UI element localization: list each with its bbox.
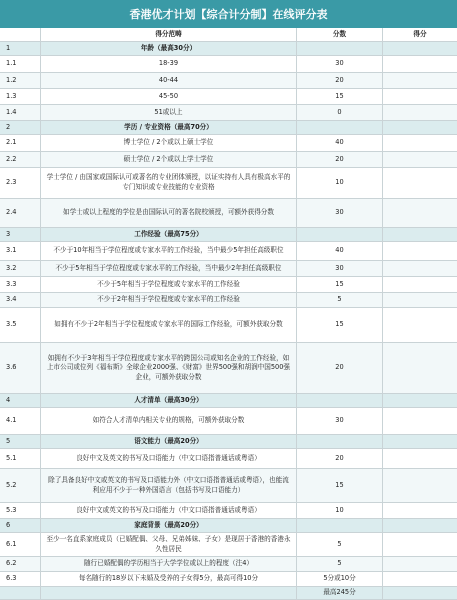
row-criteria: 良好中文及英文的书写及口语能力（中文口语指普通话或粤语）	[41, 449, 297, 468]
row-number: 3.1	[0, 242, 41, 260]
row-number: 4.1	[0, 408, 41, 434]
row-criteria: 至少一名直系家庭成员（已婚配偶、父母、兄弟姊妹、子女）是现居于香港的香港永久性居民	[41, 533, 297, 556]
row-number: 6.2	[0, 557, 41, 571]
row-criteria: 随行已婚配偶的学历相当于大学学位或以上的程度（注4）	[41, 557, 297, 571]
row-points: 5	[297, 533, 383, 556]
row-score-cell[interactable]	[383, 152, 457, 167]
row-points: 5	[297, 557, 383, 571]
row-criteria: 人才清单（最高30分）	[41, 394, 297, 407]
table-row	[0, 242, 457, 261]
table-row	[0, 135, 457, 152]
row-score-cell[interactable]	[383, 293, 457, 307]
section-row	[0, 42, 457, 56]
table-row	[0, 449, 457, 469]
row-number: 3.2	[0, 261, 41, 276]
row-number: 2.2	[0, 152, 41, 167]
table-row	[0, 168, 457, 199]
row-number: 3.6	[0, 343, 41, 393]
row-criteria: 40-44	[41, 73, 297, 88]
row-score-cell[interactable]	[383, 168, 457, 198]
row-points: 20	[297, 73, 383, 88]
row-criteria: 学士学位 / 由国家或国际认可或著名的专业团体颁授，以证实持有人具有极高水平的专门知识或专业技能的专业资格	[41, 168, 297, 198]
row-criteria: 不少于2年相当于学位程度或专家水平的工作经验	[41, 293, 297, 307]
row-points: 40	[297, 242, 383, 260]
row-points	[297, 519, 383, 532]
table-row	[0, 308, 457, 343]
row-points: 0	[297, 105, 383, 120]
row-points: 10	[297, 503, 383, 518]
row-criteria: 如学士或以上程度的学位是由国际认可的著名院校颁授，可额外获得分数	[41, 199, 297, 227]
row-score-cell	[383, 519, 457, 532]
row-points	[297, 228, 383, 241]
table-row	[0, 408, 457, 435]
row-score-cell[interactable]	[383, 56, 457, 72]
row-number: 5.1	[0, 449, 41, 468]
table-row	[0, 557, 457, 572]
table-row	[0, 533, 457, 557]
header-no	[0, 28, 41, 41]
section-row	[0, 121, 457, 135]
row-number: 1.4	[0, 105, 41, 120]
row-criteria: 不少于5年相当于学位程度或专家水平的工作经验	[41, 277, 297, 292]
table-row	[0, 73, 457, 89]
row-criteria: 每名随行的18岁以下未婚及受养的子女得5分，最高可得10分	[41, 572, 297, 586]
row-number: 6.3	[0, 572, 41, 586]
row-number: 1.1	[0, 56, 41, 72]
row-score-cell	[383, 587, 457, 599]
row-criteria: 工作经验（最高75分）	[41, 228, 297, 241]
row-criteria: 18-39	[41, 56, 297, 72]
section-row	[0, 394, 457, 408]
row-points: 20	[297, 449, 383, 468]
table-header	[0, 28, 457, 42]
row-points: 20	[297, 152, 383, 167]
row-score-cell[interactable]	[383, 572, 457, 586]
section-row	[0, 228, 457, 242]
row-score-cell[interactable]	[383, 73, 457, 88]
row-score-cell[interactable]	[383, 449, 457, 468]
row-number: 1.3	[0, 89, 41, 104]
row-points: 40	[297, 135, 383, 151]
header-criteria: 得分范畴	[41, 28, 297, 41]
row-score-cell	[383, 121, 457, 134]
row-criteria: 不少于5年相当于学位程度或专家水平的工作经验，当中最少2年担任高级职位	[41, 261, 297, 276]
header-score: 得分	[413, 29, 427, 38]
row-score-cell[interactable]	[383, 503, 457, 518]
row-points: 5	[297, 293, 383, 307]
table-row	[0, 572, 457, 587]
row-criteria	[41, 587, 297, 599]
table-row	[0, 261, 457, 277]
row-score-cell[interactable]	[383, 408, 457, 434]
row-points: 20	[297, 343, 383, 393]
row-criteria: 不少于10年相当于学位程度或专家水平的工作经验，当中最少5年担任高级职位	[41, 242, 297, 260]
row-criteria: 除了具备良好中文或英文的书写及口语能力外（中文口语指普通话或粤语），也能流利应用不少于一种外国语言（包括书写及口语能力）	[41, 469, 297, 502]
row-points	[297, 121, 383, 134]
row-number: 2.4	[0, 199, 41, 227]
section-row	[0, 519, 457, 533]
row-number: 6	[0, 519, 41, 532]
row-number: 5	[0, 435, 41, 448]
row-score-cell[interactable]	[383, 533, 457, 556]
row-score-cell[interactable]	[383, 469, 457, 502]
table-row	[0, 199, 457, 228]
row-points	[297, 394, 383, 407]
row-number: 3.3	[0, 277, 41, 292]
row-score-cell[interactable]	[383, 343, 457, 393]
row-criteria: 45-50	[41, 89, 297, 104]
row-number: 3	[0, 228, 41, 241]
table-row	[0, 469, 457, 503]
table-row	[0, 56, 457, 73]
table-row	[0, 89, 457, 105]
row-points: 10	[297, 168, 383, 198]
row-points	[297, 435, 383, 448]
row-number: 3.4	[0, 293, 41, 307]
row-number: 3.5	[0, 308, 41, 342]
row-score-cell[interactable]	[383, 242, 457, 260]
row-criteria: 博士学位 / 2个或以上硕士学位	[41, 135, 297, 151]
table-row	[0, 152, 457, 168]
section-row	[0, 435, 457, 449]
row-points: 5分或10分	[297, 572, 383, 586]
row-points: 15	[297, 469, 383, 502]
row-score-cell[interactable]	[383, 308, 457, 342]
total-row	[0, 587, 457, 600]
row-points: 最高245分	[297, 587, 383, 599]
row-criteria: 51或以上	[41, 105, 297, 120]
row-points: 15	[297, 89, 383, 104]
row-score-cell[interactable]	[383, 135, 457, 151]
row-number: 2.3	[0, 168, 41, 198]
row-criteria: 语文能力（最高20分）	[41, 435, 297, 448]
row-points: 30	[297, 261, 383, 276]
row-number	[0, 587, 41, 599]
row-points: 30	[297, 199, 383, 227]
row-criteria: 如符合人才清单内相关专业的规格，可额外获取分数	[41, 408, 297, 434]
row-criteria: 良好中文或英文的书写及口语能力（中文口语指普通话或粤语）	[41, 503, 297, 518]
row-number: 2	[0, 121, 41, 134]
row-score-cell[interactable]	[383, 199, 457, 227]
row-score-cell[interactable]	[383, 105, 457, 120]
table-row	[0, 105, 457, 121]
table-row	[0, 503, 457, 519]
row-number: 6.1	[0, 533, 41, 556]
row-score-cell[interactable]	[383, 557, 457, 571]
row-points: 30	[297, 56, 383, 72]
table-row	[0, 293, 457, 308]
row-number: 5.3	[0, 503, 41, 518]
row-score-cell[interactable]	[383, 277, 457, 292]
row-number: 1	[0, 42, 41, 55]
row-points: 30	[297, 408, 383, 434]
page-title: 香港优才计划【综合计分制】在线评分表	[0, 0, 457, 28]
row-criteria: 如拥有不少于2年相当于学位程度或专家水平的国际工作经验，可额外获取分数	[41, 308, 297, 342]
row-criteria: 家庭背景（最高20分）	[41, 519, 297, 532]
row-criteria: 硕士学位 / 2个或以上学士学位	[41, 152, 297, 167]
row-criteria: 年龄（最高30分）	[41, 42, 297, 55]
header-points: 分数	[297, 28, 383, 41]
row-score-cell	[383, 435, 457, 448]
row-score-cell[interactable]	[383, 261, 457, 276]
row-score-cell	[383, 42, 457, 55]
row-criteria: 学历 / 专业资格（最高70分）	[41, 121, 297, 134]
table-row	[0, 277, 457, 293]
row-score-cell	[383, 228, 457, 241]
row-number: 1.2	[0, 73, 41, 88]
row-criteria: 如拥有不少于3年相当于学位程度或专家水平的跨国公司或知名企业的工作经验，如上市公司或位列《福布斯》全球企业2000强、《财富》世界500强和胡润中国500强企业，可额外获取分数	[41, 343, 297, 393]
row-number: 5.2	[0, 469, 41, 502]
row-score-cell	[383, 394, 457, 407]
row-number: 2.1	[0, 135, 41, 151]
row-number: 4	[0, 394, 41, 407]
row-score-cell[interactable]	[383, 89, 457, 104]
row-points	[297, 42, 383, 55]
table-row	[0, 343, 457, 394]
row-points: 15	[297, 308, 383, 342]
row-points: 15	[297, 277, 383, 292]
